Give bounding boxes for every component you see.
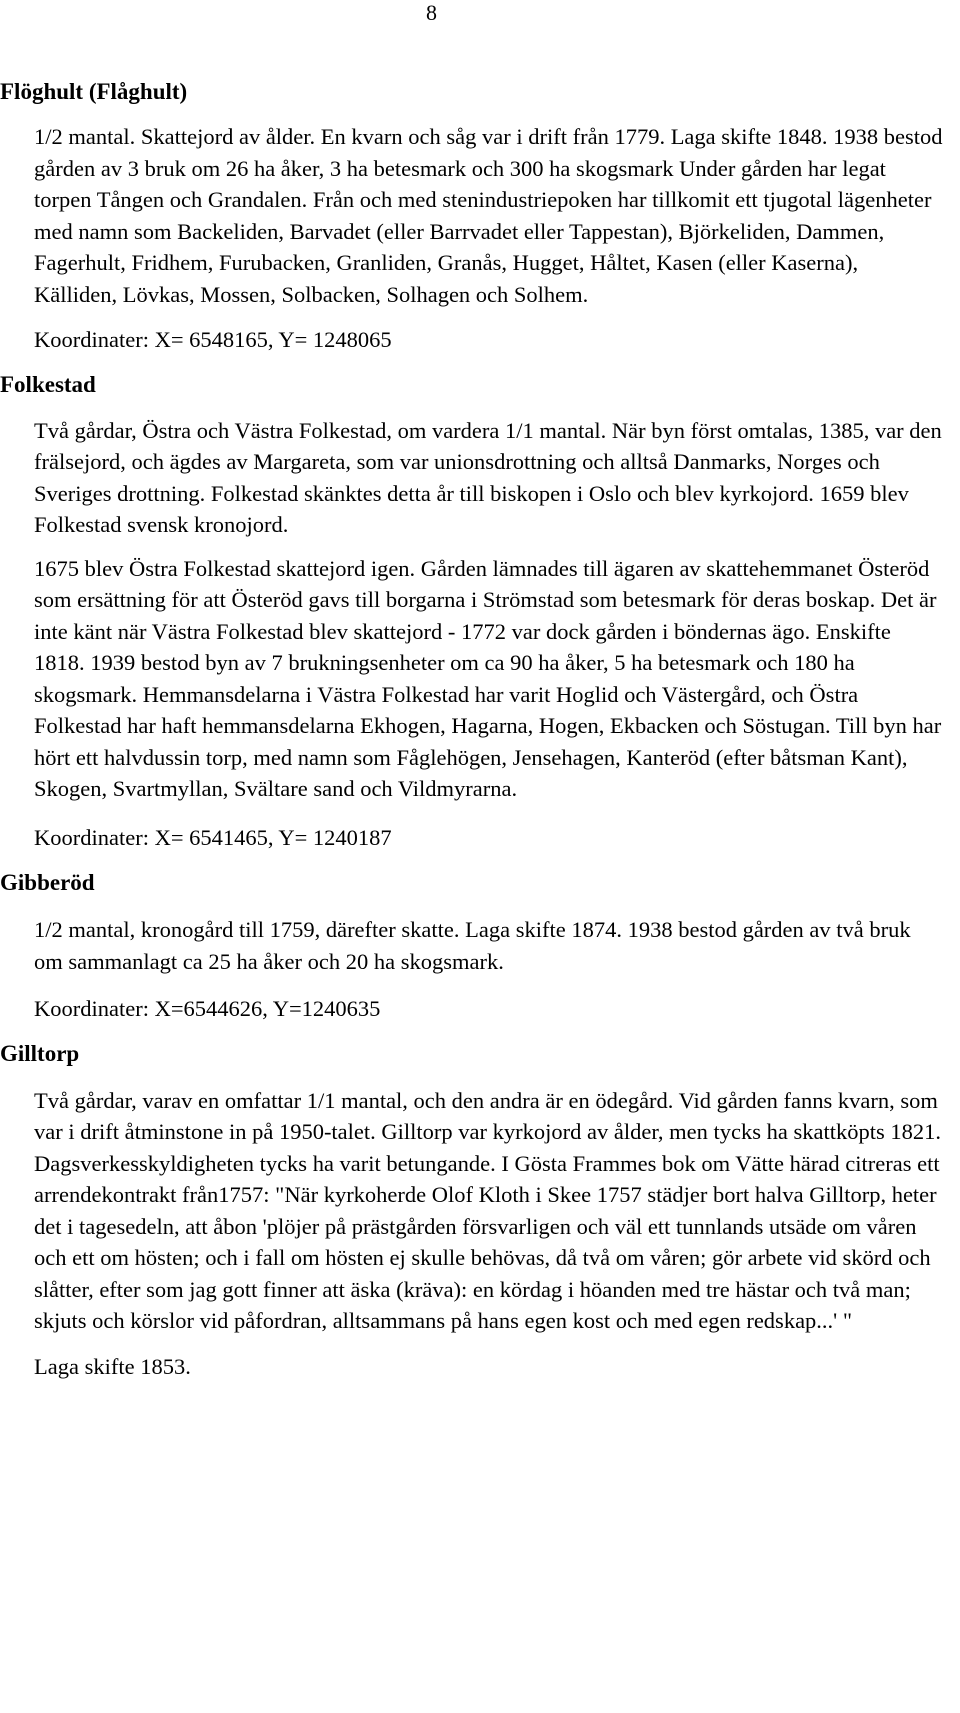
coordinates: Koordinater: X= 6548165, Y= 1248065: [34, 327, 392, 352]
paragraph: 1675 blev Östra Folkestad skattejord igen. Gården lämnades till ägaren av skattehemmanet Österöd som ersättning för att Österöd gavs till borgarna i Strömstad som betesmark för deras boskap. Det är inte känt när Västra Folkestad blev skattejord - 1772 var dock gården i böndernas ägo. Enskifte 1818. 1939 bestod byn av 7 brukningsenheter om ca 90 ha åker, 5 ha betesmark och 180 ha skogsmark. Hemmansdelarna i Västra Folkestad har varit Hoglid och Västergård, och Östra Folkestad har haft hemmansdelarna Ekhogen, Hagarna, Hogen, Ekbacken och Söstugan. Till byn har hört ett halvdussin torp, med namn som Fåglehögen, Jensehagen, Kanteröd (efter båtsman Kant), Skogen, Svartmyllan, Svältare sand och Vildmyrarna.: [34, 555, 942, 801]
document-body: [0, 76, 945, 1382]
page-number: 8: [426, 0, 437, 25]
paragraph: Två gårdar, Östra och Västra Folkestad, om vardera 1/1 mantal. När byn först omtalas, 1385, var den frälsejord, och ägdes av Margareta, som var unionsdrottning och alltså Danmarks, Norges och Sveriges drottning. Folkestad skänktes detta år till biskopen i Oslo och blev kyrkojord. 1659 blev Folkestad svensk kronojord.: [34, 417, 942, 537]
section-folkestad: [0, 369, 945, 854]
section-floghult: [0, 76, 945, 356]
section-heading: Gilltorp: [0, 1040, 80, 1066]
paragraph: 1/2 mantal, kronogård till 1759, därefter skatte. Laga skifte 1874. 1938 bestod gården av två bruk om sammanlagt ca 25 ha åker och 20 ha skogsmark.: [34, 917, 911, 974]
section-gilltorp: [0, 1038, 945, 1383]
section-heading: Folkestad: [0, 371, 96, 397]
paragraph: 1/2 mantal. Skattejord av ålder. En kvarn och såg var i drift från 1779. Laga skifte 1848. 1938 bestod gården av 3 bruk om 26 ha åker, 3 ha betesmark och 300 ha skogsmark Under gården har legat torpen Tången och Grandalen. Från och med stenindustriepoken har tillkomit ett tjugotal lägenheter med namn som Backeliden, Barvadet (eller Barrvadet eller Tappestan), Björkeliden, Dammen, Fagerhult, Fridhem, Furubacken, Granliden, Granås, Hugget, Håltet, Kasen (eller Kaserna), Källiden, Lövkas, Mossen, Solbacken, Solhagen och Solhem.: [34, 124, 943, 307]
paragraph: Laga skifte 1853.: [34, 1353, 191, 1379]
section-heading: Gibberöd: [0, 870, 95, 895]
paragraph: Två gårdar, varav en omfattar 1/1 mantal, och den andra är en ödegård. Vid gården fanns kvarn, som var i drift åtminstone in på 1950-talet. Gilltorp var kyrkojord av ålder, men tycks ha skattköpts 1821. Dagsverkesskyldigheten tycks ha varit betungande. I Gösta Frammes bok om Vätte härad citreras ett arrendekontrakt från1757: "När kyrkoherde Olof Kloth i Skee 1757 städjer bort halva Gilltorp, heter det i tagesedeln, att åbon 'plöjer på prästgården försvarligen och väl ett tunnlands utsäde om våren och ett om hösten; och i fall om hösten ej skulle behövas, då två om våren; gör arbete vid skörd och slåtter, efter som jag gott finner att äska (kräva): en kördag i höanden med tre hästar och två man; skjuts och körslor vid påfordran, alltsammans på hans egen kost och med egen redskap...' ": [34, 1087, 942, 1333]
section-gibberod: [0, 867, 945, 1025]
section-heading: Flöghult (Flåghult): [0, 79, 188, 104]
coordinates: Koordinater: X=6544626, Y=1240635: [34, 996, 381, 1021]
coordinates: Koordinater: X= 6541465, Y= 1240187: [34, 824, 392, 850]
